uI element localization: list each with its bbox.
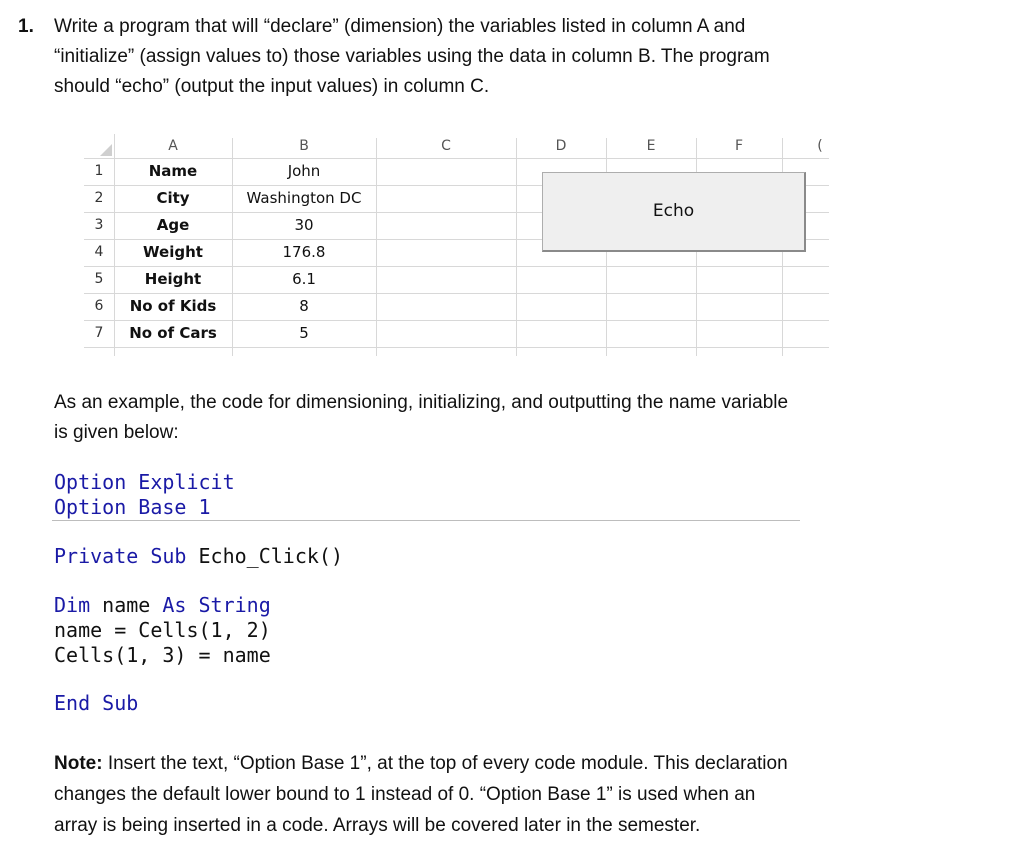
code-sub-name: Echo_Click() [186, 544, 343, 568]
question-line-3: should “echo” (output the input values) in column C. [54, 76, 490, 97]
row-header-5[interactable]: 5 [94, 271, 104, 287]
note-line-2: changes the default lower bound to 1 instead of 0. “Option Base 1” is used when an [54, 784, 756, 805]
code-line-option-base: Option Base 1 [54, 495, 211, 519]
code-line-assign: name = Cells(1, 2) [54, 618, 271, 642]
code-separator [52, 520, 800, 521]
gridline-horizontal [84, 158, 829, 159]
cell-a2[interactable]: City [156, 189, 190, 207]
gridline-horizontal [84, 266, 829, 267]
cell-a5[interactable]: Height [144, 270, 202, 288]
column-header-g[interactable]: ( [817, 138, 823, 154]
cell-b3[interactable]: 30 [294, 216, 314, 234]
row-header-3[interactable]: 3 [94, 217, 104, 233]
column-header-a[interactable]: A [168, 138, 178, 154]
column-header-e[interactable]: E [646, 138, 656, 154]
note-line-1-text: Insert the text, “Option Base 1”, at the top of every code module. This declaration [102, 753, 788, 774]
select-all-corner[interactable] [84, 134, 114, 158]
question-line-2: “initialize” (assign values to) those variables using the data in column B. The program [54, 46, 770, 67]
echo-button[interactable]: Echo [542, 172, 806, 252]
question-line-1: Write a program that will “declare” (dimension) the variables listed in column A and [54, 16, 746, 37]
row-header-7[interactable]: 7 [94, 325, 104, 341]
example-line-1: As an example, the code for dimensioning, initializing, and outputting the name variable [54, 392, 789, 413]
spreadsheet [84, 134, 829, 366]
cell-b6[interactable]: 8 [299, 297, 309, 315]
code-keyword-dim: Dim [54, 593, 91, 617]
code-line-dim [54, 593, 271, 618]
gridline-vertical [376, 138, 377, 356]
cell-b4[interactable]: 176.8 [282, 243, 326, 261]
code-line-sub-declaration [54, 544, 343, 569]
note-line-3: array is being inserted in a code. Arrays will be covered later in the semester. [54, 815, 701, 836]
column-header-f[interactable]: F [734, 138, 744, 154]
cell-a4[interactable]: Weight [143, 243, 203, 261]
cell-a6[interactable]: No of Kids [129, 297, 217, 315]
cell-a7[interactable]: No of Cars [129, 324, 217, 342]
cell-a3[interactable]: Age [156, 216, 190, 234]
code-keyword-as-string: As String [162, 593, 271, 617]
note-label: Note: [54, 753, 103, 774]
gridline-horizontal [84, 320, 829, 321]
cell-b2[interactable]: Washington DC [246, 189, 362, 207]
note-line-1 [54, 748, 934, 779]
column-header-d[interactable]: D [555, 138, 567, 154]
row-header-2[interactable]: 2 [94, 190, 104, 206]
column-header-c[interactable]: C [441, 138, 451, 154]
code-line-option-explicit: Option Explicit [54, 470, 235, 494]
gridline-vertical [232, 138, 233, 356]
gridline-horizontal [84, 347, 829, 348]
note [54, 748, 934, 841]
gridline-vertical [114, 134, 115, 356]
code-keyword-private-sub: Private Sub [54, 544, 187, 568]
gridline-vertical [516, 138, 517, 356]
cell-b7[interactable]: 5 [299, 324, 309, 342]
cell-b5[interactable]: 6.1 [292, 270, 316, 288]
row-header-6[interactable]: 6 [94, 298, 104, 314]
example-line-2: is given below: [54, 422, 179, 443]
column-header-b[interactable]: B [299, 138, 309, 154]
question-text [54, 12, 974, 102]
row-header-1[interactable]: 1 [94, 163, 104, 179]
code-variable-name: name [90, 593, 163, 617]
gridline-horizontal [84, 293, 829, 294]
row-header-4[interactable]: 4 [94, 244, 104, 260]
code-line-end-sub: End Sub [54, 691, 139, 715]
code-line-output: Cells(1, 3) = name [54, 643, 271, 667]
cell-a1[interactable]: Name [148, 162, 198, 180]
cell-b1[interactable]: John [287, 162, 321, 180]
question-number: 1. [18, 16, 34, 37]
example-text [54, 388, 854, 448]
